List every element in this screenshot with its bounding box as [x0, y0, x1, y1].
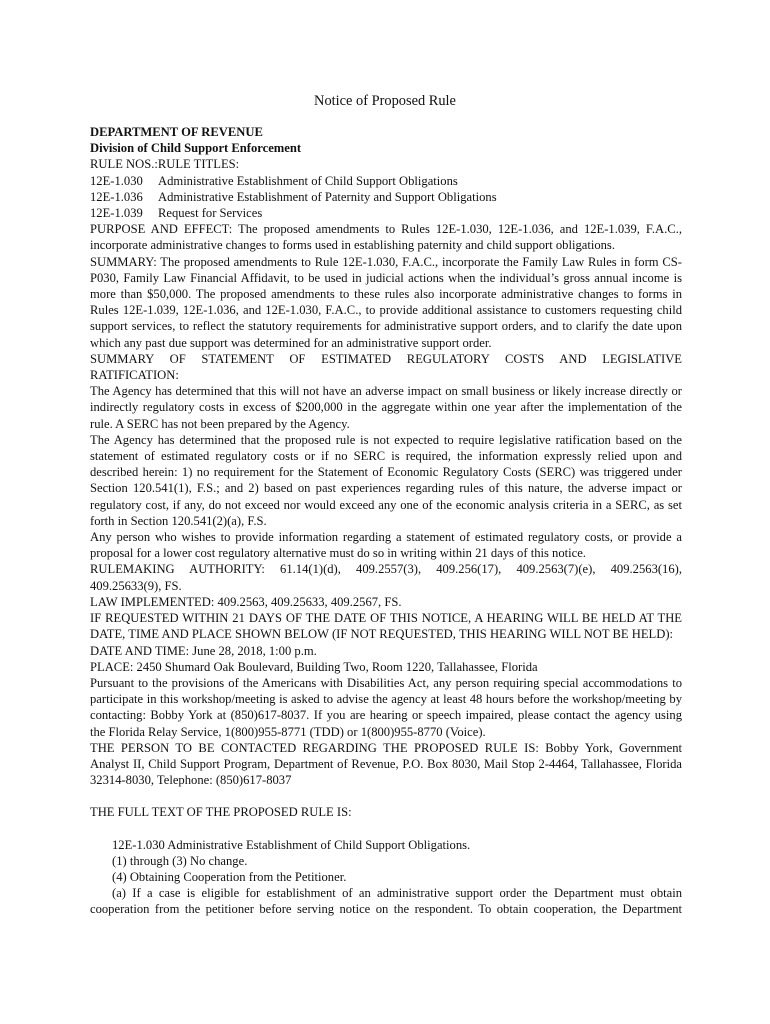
ratification-line: forth in Section 120.541(2)(a), F.S.: [90, 513, 267, 528]
rule-subsection-line: (a) If a case is eligible for establishment of an administrative support order the Department must obtain: [112, 886, 682, 901]
any-person-line: Any person who wishes to provide information regarding a statement of estimated regulatory costs, or provide a: [90, 530, 682, 545]
summary-line: support services, to reflect the statutory requirements for administrative support orders, and to clarify the date upon: [90, 319, 682, 334]
rule-row: [90, 173, 682, 189]
rule-text-line: 12E-1.030 Administrative Establishment of Child Support Obligations.: [112, 837, 471, 852]
division-heading: Division of Child Support Enforcement: [90, 141, 302, 156]
law-implemented: LAW IMPLEMENTED: 409.2563, 409.25633, 409.2567, FS.: [90, 594, 402, 609]
rule-row: [90, 189, 682, 205]
serc-paragraph-line: rule. A SERC has not been prepared by the Agency.: [90, 416, 350, 431]
ratification-line: The Agency has determined that the proposed rule is not expected to require legislative ratification based on the: [90, 432, 682, 447]
any-person-line: proposal for a lower cost regulatory alternative must do so in writing within 21 days of this notice.: [90, 546, 586, 561]
serc-heading-line: RATIFICATION:: [90, 368, 179, 383]
serc-heading-line: SUMMARY OF STATEMENT OF ESTIMATED REGULATORY COSTS AND LEGISLATIVE: [90, 351, 682, 366]
full-text-heading: THE FULL TEXT OF THE PROPOSED RULE IS:: [90, 805, 352, 820]
ratification-line: described herein: 1) no requirement for the Statement of Economic Regulatory Costs (SERC) was triggered under: [90, 465, 682, 480]
notice-body: [90, 124, 682, 918]
rule-nos-heading: RULE NOS.:RULE TITLES:: [90, 157, 240, 172]
serc-paragraph-line: The Agency has determined that this will not have an adverse impact on small business or likely increase directly or: [90, 384, 682, 399]
hearing-notice-line: IF REQUESTED WITHIN 21 DAYS OF THE DATE OF THIS NOTICE, A HEARING WILL BE HELD AT THE: [90, 611, 682, 626]
rule-number: 12E-1.039: [90, 206, 143, 221]
purpose-line: incorporate administrative changes to forms used in establishing paternity and child support obligations.: [90, 238, 615, 253]
contact-line: 32314-8030, Telephone: (850)617-8037: [90, 773, 292, 788]
summary-line: SUMMARY: The proposed amendments to Rule 12E-1.030, F.A.C., incorporate the Family Law Rules in form CS-: [90, 254, 682, 269]
ada-line: contacting: Bobby York at (850)617-8037. If you are hearing or speech impaired, please contact the agency using: [90, 708, 682, 723]
ada-line: Pursuant to the provisions of the Americans with Disabilities Act, any person requiring special accommodations to: [90, 675, 682, 690]
purpose-line: PURPOSE AND EFFECT: The proposed amendments to Rules 12E-1.030, 12E-1.036, and 12E-1.039, F.A.C.,: [90, 222, 682, 237]
page-title: Notice of Proposed Rule: [314, 93, 456, 109]
serc-paragraph-line: indirectly regulatory costs in excess of $200,000 in the aggregate within one year after the implementation of the: [90, 400, 682, 415]
rulemaking-authority-line: RULEMAKING AUTHORITY: 61.14(1)(d), 409.2557(3), 409.256(17), 409.2563(7)(e), 409.2563(16),: [90, 562, 682, 577]
hearing-date-time: DATE AND TIME: June 28, 2018, 1:00 p.m.: [90, 643, 317, 658]
ratification-line: Section 120.541(1), F.S.; and 2) based on past experiences regarding rules of this nature, the adverse impact or: [90, 481, 682, 496]
rule-title: Administrative Establishment of Paternity and Support Obligations: [158, 189, 497, 204]
summary-line: Rules 12E-1.039, 12E-1.036, and 12E-1.030, F.A.C., to provide additional assistance to customers requesting child: [90, 303, 682, 318]
spacer: [90, 821, 682, 837]
rule-title: Administrative Establishment of Child Support Obligations: [158, 173, 458, 188]
rule-text-line: (4) Obtaining Cooperation from the Petitioner.: [112, 869, 347, 884]
summary-line: more than $50,000. The proposed amendments to these rules also incorporate administrative changes to forms in: [90, 287, 682, 302]
hearing-place: PLACE: 2450 Shumard Oak Boulevard, Building Two, Room 1220, Tallahassee, Florida: [90, 659, 538, 674]
summary-line: which any past due support was determined for an administrative support order.: [90, 335, 492, 350]
department-heading: DEPARTMENT OF REVENUE: [90, 125, 263, 139]
ratification-line: statement of estimated regulatory costs or if no SERC is required, the information expressly relied upon and: [90, 449, 682, 464]
contact-line: Analyst II, Child Support Program, Department of Revenue, P.O. Box 8030, Mail Stop 2-4464, Tallahassee, Florida: [90, 756, 682, 771]
rule-number: 12E-1.030: [90, 173, 143, 188]
ada-line: the Florida Relay Service, 1(800)955-8771 (TDD) or 1(800)955-8770 (Voice).: [90, 724, 486, 739]
rulemaking-authority-line: 409.25633(9), FS.: [90, 578, 182, 593]
rule-row: [90, 205, 682, 221]
rule-subsection-line: cooperation from the petitioner before serving notice on the respondent. To obtain cooperation, the Department: [90, 902, 682, 917]
rule-text-line: (1) through (3) No change.: [112, 853, 248, 868]
ratification-line: regulatory cost, if any, do not exceed nor would exceed any one of the economic analysis criteria in a SERC, as set: [90, 497, 682, 512]
rule-number: 12E-1.036: [90, 189, 143, 204]
ada-line: participate in this workshop/meeting is asked to advise the agency at least 48 hours before the workshop/meeting by: [90, 692, 682, 707]
rule-title: Request for Services: [158, 206, 263, 221]
summary-line: P030, Family Law Financial Affidavit, to be used in judicial actions when the individual’s gross annual income is: [90, 270, 682, 285]
contact-line: THE PERSON TO BE CONTACTED REGARDING THE PROPOSED RULE IS: Bobby York, Government: [90, 740, 682, 755]
spacer: [90, 788, 682, 804]
hearing-notice-line: DATE, TIME AND PLACE SHOWN BELOW (IF NOT REQUESTED, THIS HEARING WILL NOT BE HELD):: [90, 627, 674, 642]
